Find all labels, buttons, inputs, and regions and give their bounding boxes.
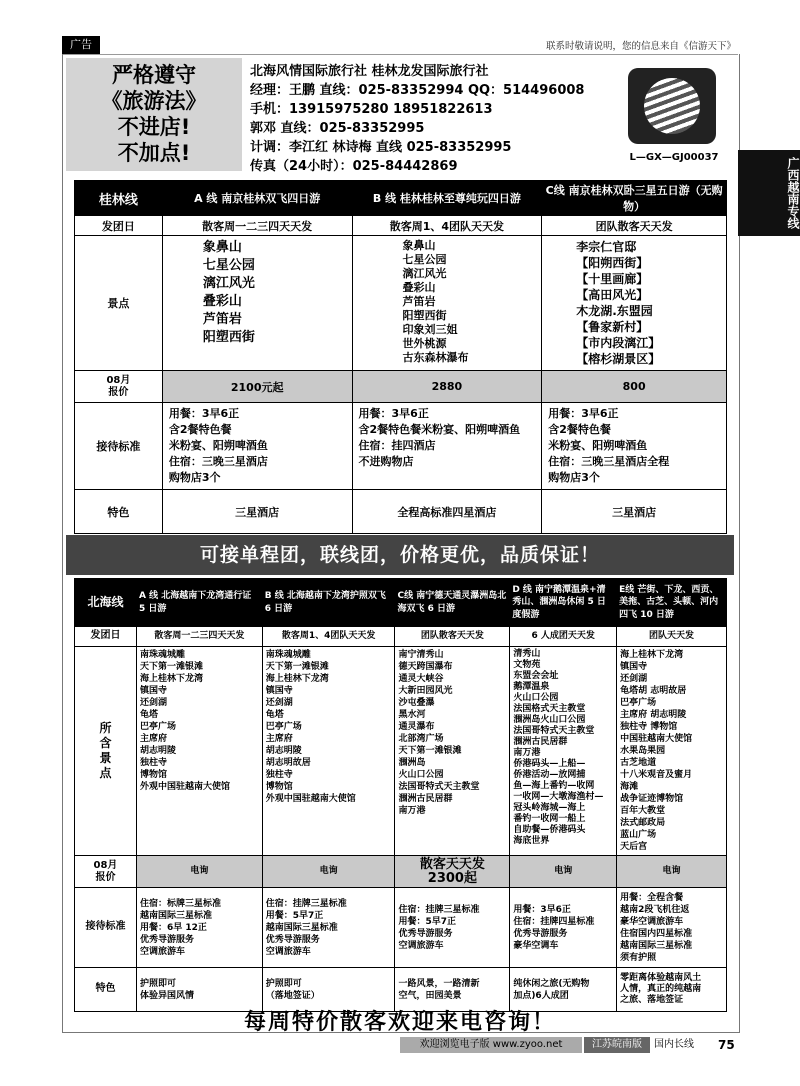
footer-edition: 江苏皖南版 xyxy=(584,1037,650,1053)
list-item: 【十里画廊】 xyxy=(576,272,649,286)
list-item: 沙屯叠瀑 xyxy=(398,698,435,708)
list-item: 豪华空调旅游车 xyxy=(620,916,684,927)
depart-value: 散客周一二三四天天发 xyxy=(136,627,262,647)
slogan-line: 不进店! xyxy=(117,115,191,139)
feature-value: 三星酒店 xyxy=(542,490,727,534)
list-item: 护照即可 xyxy=(139,978,176,989)
list-item: 南宁清秀山 xyxy=(398,650,444,660)
list-item: 叠彩山 xyxy=(202,294,242,309)
route-header: B 线 桂林桂林至尊纯玩四日游 xyxy=(352,181,542,216)
list-item: 外观中国驻越南大使馆 xyxy=(265,794,356,804)
list-item: 蓝山广场 xyxy=(620,830,657,840)
list-item: 北部湾广场 xyxy=(398,734,444,744)
list-item: 战争证迹博物馆 xyxy=(620,794,684,804)
slogan-line: 严格遵守 xyxy=(112,63,196,87)
list-item: 独柱寺 xyxy=(265,770,293,780)
list-item: 含2餐特色餐米粉宴、阳朔啤酒鱼 xyxy=(358,423,521,436)
list-item: 住宿国内四星标准 xyxy=(620,928,693,939)
list-item: 独柱寺 xyxy=(139,758,167,768)
service-label: 接待标准 xyxy=(75,403,163,490)
depart-value: 散客周1、4团队天天发 xyxy=(262,627,395,647)
list-item: 用餐：全程含餐 xyxy=(620,892,684,903)
beihai-table xyxy=(74,578,727,1012)
feature-list xyxy=(395,968,510,1012)
list-item: 【高田风光】 xyxy=(576,288,649,302)
list-item: 木龙湖.东盟园 xyxy=(576,304,653,318)
list-item: 海上桂林下龙湾 xyxy=(265,674,329,684)
list-item: 博物馆 xyxy=(139,770,167,780)
route-header: D 线 南宁鹅潭温泉+清秀山、涠洲岛休闲 5 日度假游 xyxy=(510,579,617,627)
list-item: 独柱寺 博物馆 xyxy=(620,722,678,732)
list-item: 南珠魂城雕 xyxy=(139,650,185,660)
list-item: 龟塔 xyxy=(139,710,158,720)
list-item: 【榕杉湖景区】 xyxy=(576,352,661,366)
promo-banner: 可接单程团，联线团，价格更优，品质保证！ xyxy=(66,535,734,575)
list-item: 还剑湖 xyxy=(265,698,293,708)
globe-icon xyxy=(644,78,700,134)
list-item: 还剑湖 xyxy=(620,674,648,684)
list-item: 水果岛果园 xyxy=(620,746,666,756)
slogan-box xyxy=(66,58,242,171)
list-item: 海底世界 xyxy=(513,836,550,846)
source-note: 联系时敬请说明，您的信息来自《信游天下》 xyxy=(545,41,736,52)
list-item: 零距离体验越南风土 xyxy=(620,973,702,983)
list-item: 优秀导游服务 xyxy=(398,928,453,939)
list-item: 住宿：标牌三星标准 xyxy=(139,898,221,909)
price-value: 800 xyxy=(542,371,727,403)
list-item: 天下第一滩银滩 xyxy=(139,662,203,672)
list-item: 人情，真正的纯越南 xyxy=(620,984,702,994)
list-item: 含2餐特色餐 xyxy=(548,423,611,436)
list-item: 古东森林瀑布 xyxy=(402,351,469,364)
feature-value: 全程高标准四星酒店 xyxy=(352,490,542,534)
price-value: 电询 xyxy=(262,856,395,888)
spots-list xyxy=(162,236,352,371)
list-item: 住宿：挂牌三星标准 xyxy=(398,904,480,915)
agency-line: 手机：13915975280 18951822613 xyxy=(250,102,493,117)
list-item: 越南国际三星标准 xyxy=(265,922,338,933)
service-list xyxy=(510,888,617,968)
service-list xyxy=(162,403,352,490)
list-item: 世外桃源 xyxy=(402,337,447,350)
price-value: 电询 xyxy=(617,856,727,888)
agency-line: 经理：王鹏 直线：025-83352994 QQ：514496008 xyxy=(250,83,585,98)
list-item: 天下第一滩银滩 xyxy=(265,662,329,672)
list-item: 【鲁家新村】 xyxy=(576,320,649,334)
list-item: 镇国寺 xyxy=(139,686,167,696)
list-item: 法国哥特式天主教堂 xyxy=(513,726,595,736)
depart-value: 团队天天发 xyxy=(617,627,727,647)
list-item: 护照即可 xyxy=(265,978,302,989)
list-item: 纯休闲之旅(无购物 xyxy=(513,978,590,989)
list-item: （落地签证） xyxy=(265,990,320,1001)
spots-list xyxy=(352,236,542,371)
slogan-line: 《旅游法》 xyxy=(101,89,207,113)
list-item: 住宿：挂牌三星标准 xyxy=(265,898,347,909)
list-item: 用餐：5早7正 xyxy=(398,916,457,927)
list-item: 须有护照 xyxy=(620,952,657,963)
list-item: 镇国寺 xyxy=(620,662,648,672)
list-item: 加点)6人成团 xyxy=(513,990,569,1001)
list-item: 米粉宴、阳朔啤酒鱼 xyxy=(168,439,268,452)
list-item: 叠彩山 xyxy=(402,281,436,294)
price-value: 电询 xyxy=(510,856,617,888)
page-number: 75 xyxy=(718,1038,735,1052)
list-item: 巴亭广场 xyxy=(139,722,176,732)
list-item: 大新田园风光 xyxy=(398,686,453,696)
list-item: 空调旅游车 xyxy=(265,946,311,957)
list-item: 【阳朔西街】 xyxy=(576,256,649,270)
spots-list xyxy=(262,647,395,856)
list-item: 含2餐特色餐 xyxy=(168,423,232,436)
list-item: 【市内段漓江】 xyxy=(576,336,661,350)
feature-list xyxy=(510,968,617,1012)
list-item: 海上桂林下龙湾 xyxy=(139,674,203,684)
list-item: 越南2段飞机往返 xyxy=(620,904,690,915)
list-item: 不进购物店 xyxy=(358,455,414,468)
list-item: 侨港活动—放网捕 xyxy=(513,770,586,780)
spots-label: 景点 xyxy=(75,236,163,371)
list-item: 海滩 xyxy=(620,782,639,792)
list-item: 之旅、落地签证 xyxy=(620,995,684,1005)
list-item: 通灵大峡谷 xyxy=(398,674,444,684)
list-item: 用餐：3早6正 xyxy=(513,904,571,915)
list-item: 巴亭广场 xyxy=(265,722,302,732)
footer-site[interactable]: 欢迎浏览电子版 www.zyoo.net xyxy=(400,1037,582,1053)
list-item: 优秀导游服务 xyxy=(265,934,320,945)
service-list xyxy=(542,403,727,490)
list-item: 鹅潭温泉 xyxy=(513,682,550,692)
list-item: 主席府 xyxy=(139,734,167,744)
spots-list xyxy=(136,647,262,856)
ad-tag: 广告 xyxy=(62,36,100,54)
list-item: 涠洲古民居群 xyxy=(398,794,453,804)
footer-section: 国内长线 xyxy=(654,1039,694,1050)
list-item: 通灵瀑布 xyxy=(398,722,435,732)
list-item: 漓江风光 xyxy=(202,276,255,291)
list-item: 镇国寺 xyxy=(265,686,293,696)
slogan-line: 不加点! xyxy=(117,141,191,165)
spots-list xyxy=(617,647,727,856)
list-item: 外观中国驻越南大使馆 xyxy=(139,782,230,792)
bottom-banner: 每周特价散客欢迎来电咨询！ xyxy=(243,1010,556,1035)
list-item: 住宿：三晚三星酒店 xyxy=(168,455,268,468)
spots-list xyxy=(510,647,617,856)
list-item: 冠头岭海城—海上 xyxy=(513,803,586,813)
list-item: 自助餐—侨港码头 xyxy=(513,825,586,835)
route-header: C线 南宁德天通灵瀑洲岛北海双飞 6 日游 xyxy=(395,579,510,627)
service-label: 接待标准 xyxy=(75,888,137,968)
list-item: 漓江风光 xyxy=(402,267,447,280)
list-item: 鱼—海上番钓—收网 xyxy=(513,781,595,791)
depart-value: 团队散客天天发 xyxy=(542,216,727,236)
service-list xyxy=(395,888,510,968)
price-value: 散客天天发 2300起 xyxy=(395,856,510,888)
route-header: E线 芒街、下龙、西贡、美拖、古芝、头顿、河内四飞 10 日游 xyxy=(617,579,727,627)
list-item: 用餐：3早6正 xyxy=(358,407,429,420)
list-item: 胡志明故居 xyxy=(265,758,311,768)
service-list xyxy=(136,888,262,968)
list-item: 龟塔 xyxy=(265,710,284,720)
list-item: 用餐：3早6正 xyxy=(548,407,619,420)
depart-value: 散客周1、4团队天天发 xyxy=(352,216,542,236)
feature-list xyxy=(136,968,262,1012)
spots-list xyxy=(542,236,727,371)
list-item: 用餐：6早 12正 xyxy=(139,922,207,933)
route-header: B 线 北海越南下龙湾护照双飞 6 日游 xyxy=(262,579,395,627)
list-item: 清秀山 xyxy=(513,649,541,659)
list-item: 十八米观音及蜜月 xyxy=(620,770,693,780)
list-item: 芦笛岩 xyxy=(202,312,242,327)
feature-label: 特色 xyxy=(75,968,137,1012)
price-value: 2100元起 xyxy=(162,371,352,403)
side-tab: 广西越南专线 xyxy=(738,150,800,236)
list-item: 南珠魂城雕 xyxy=(265,650,311,660)
list-item: 优秀导游服务 xyxy=(513,928,568,939)
guilin-table xyxy=(74,180,727,534)
list-item: 还剑湖 xyxy=(139,698,167,708)
feature-label: 特色 xyxy=(75,490,163,534)
list-item: 阳塑西街 xyxy=(202,330,255,345)
list-item: 涠洲古民居群 xyxy=(513,737,568,747)
list-item: 用餐：5早7正 xyxy=(265,910,324,921)
list-item: 侨港码头—上船— xyxy=(513,759,586,769)
list-item: 火山口公园 xyxy=(398,770,444,780)
line-title: 北海线 xyxy=(75,579,137,627)
list-item: 胡志明陵 xyxy=(265,746,302,756)
agency-line: 传真（24小时）：025-84442869 xyxy=(250,159,458,174)
list-item: 豪华空调车 xyxy=(513,940,559,951)
list-item: 购物店3个 xyxy=(548,471,600,484)
service-list xyxy=(352,403,542,490)
list-item: 天下第一滩银滩 xyxy=(398,746,462,756)
list-item: 南万港 xyxy=(513,748,541,758)
depart-label: 发团日 xyxy=(75,216,163,236)
list-item: 主席府 胡志明陵 xyxy=(620,710,687,720)
list-item: 古芝地道 xyxy=(620,758,657,768)
service-list xyxy=(617,888,727,968)
license-number: L—GX—GJ00037 xyxy=(629,152,719,163)
depart-value: 6 人成团天天发 xyxy=(510,627,617,647)
list-item: 天后宫 xyxy=(620,842,648,852)
list-item: 芦笛岩 xyxy=(402,295,436,308)
list-item: 主席府 xyxy=(265,734,293,744)
list-item: 德天跨国瀑布 xyxy=(398,662,453,672)
list-item: 越南国际三星标准 xyxy=(620,940,693,951)
company-logo xyxy=(628,68,716,144)
list-item: 住宿：挂牌四星标准 xyxy=(513,916,595,927)
depart-value: 散客周一二三四天天发 xyxy=(162,216,352,236)
spots-label: 所含景点 xyxy=(75,647,137,856)
feature-list xyxy=(262,968,395,1012)
price-label: 08月 报价 xyxy=(75,856,137,888)
agency-line: 计调：李江红 林诗梅 直线 025-83352995 xyxy=(250,140,512,155)
list-item: 米粉宴、阳朔啤酒鱼 xyxy=(548,439,648,452)
list-item: 龟塔胡 志明故居 xyxy=(620,686,687,696)
depart-value: 团队散客天天发 xyxy=(395,627,510,647)
list-item: 住宿：挂四酒店 xyxy=(358,439,436,452)
list-item: 法国格式天主教堂 xyxy=(513,704,586,714)
list-item: 住宿：三晚三星酒店全程 xyxy=(548,455,670,468)
list-item: 涠洲岛 xyxy=(398,758,426,768)
price-label: 08月 报价 xyxy=(75,371,163,403)
list-item: 百年大教堂 xyxy=(620,806,666,816)
line-title: 桂林线 xyxy=(75,181,163,216)
list-item: 用餐：3早6正 xyxy=(168,407,240,420)
list-item: 印象刘三姐 xyxy=(402,323,458,336)
list-item: 购物店3个 xyxy=(168,471,221,484)
list-item: 中国驻越南大使馆 xyxy=(620,734,693,744)
list-item: 黑水河 xyxy=(398,710,426,720)
list-item: 法国哥特式天主教堂 xyxy=(398,782,480,792)
list-item: 越南国际三星标准 xyxy=(139,910,212,921)
list-item: 象鼻山 xyxy=(402,239,436,252)
feature-value: 三星酒店 xyxy=(162,490,352,534)
list-item: 优秀导游服务 xyxy=(139,934,194,945)
list-item: 火山口公园 xyxy=(513,693,559,703)
list-item: 博物馆 xyxy=(265,782,293,792)
price-value: 2880 xyxy=(352,371,542,403)
spots-list xyxy=(395,647,510,856)
route-header: A 线 南京桂林双飞四日游 xyxy=(162,181,352,216)
list-item: 一收网—大墩海渔村— xyxy=(513,792,604,802)
list-item: 涠洲岛火山口公园 xyxy=(513,715,586,725)
list-item: 法式邮政局 xyxy=(620,818,666,828)
agency-line: 北海风情国际旅行社 桂林龙发国际旅行社 xyxy=(250,64,489,79)
list-item: 胡志明陵 xyxy=(139,746,176,756)
list-item: 番钓一收网一船上 xyxy=(513,814,586,824)
list-item: 空气，田园美景 xyxy=(398,990,462,1001)
list-item: 体验异国风情 xyxy=(139,990,194,1001)
list-item: 象鼻山 xyxy=(202,240,242,255)
list-item: 东盟会会址 xyxy=(513,671,559,681)
depart-label: 发团日 xyxy=(75,627,137,647)
list-item: 一路风景，一路清新 xyxy=(398,978,480,989)
list-item: 七星公园 xyxy=(202,258,255,273)
route-header: A 线 北海越南下龙湾通行证 5 日游 xyxy=(136,579,262,627)
list-item: 文物苑 xyxy=(513,660,541,670)
list-item: 李宗仁官邸 xyxy=(576,240,637,254)
agency-contacts xyxy=(250,62,620,176)
list-item: 七星公园 xyxy=(402,253,447,266)
route-header: C线 南京桂林双卧三星五日游（无购物） xyxy=(542,181,727,216)
list-item: 空调旅游车 xyxy=(139,946,185,957)
feature-list xyxy=(617,968,727,1012)
list-item: 巴亭广场 xyxy=(620,698,657,708)
agency-line: 郭邓 直线：025-83352995 xyxy=(250,121,425,136)
footer xyxy=(400,1037,738,1053)
list-item: 海上桂林下龙湾 xyxy=(620,650,684,660)
service-list xyxy=(262,888,395,968)
list-item: 阳塑西街 xyxy=(402,309,447,322)
list-item: 南万港 xyxy=(398,806,426,816)
list-item: 空调旅游车 xyxy=(398,940,444,951)
price-value: 电询 xyxy=(136,856,262,888)
